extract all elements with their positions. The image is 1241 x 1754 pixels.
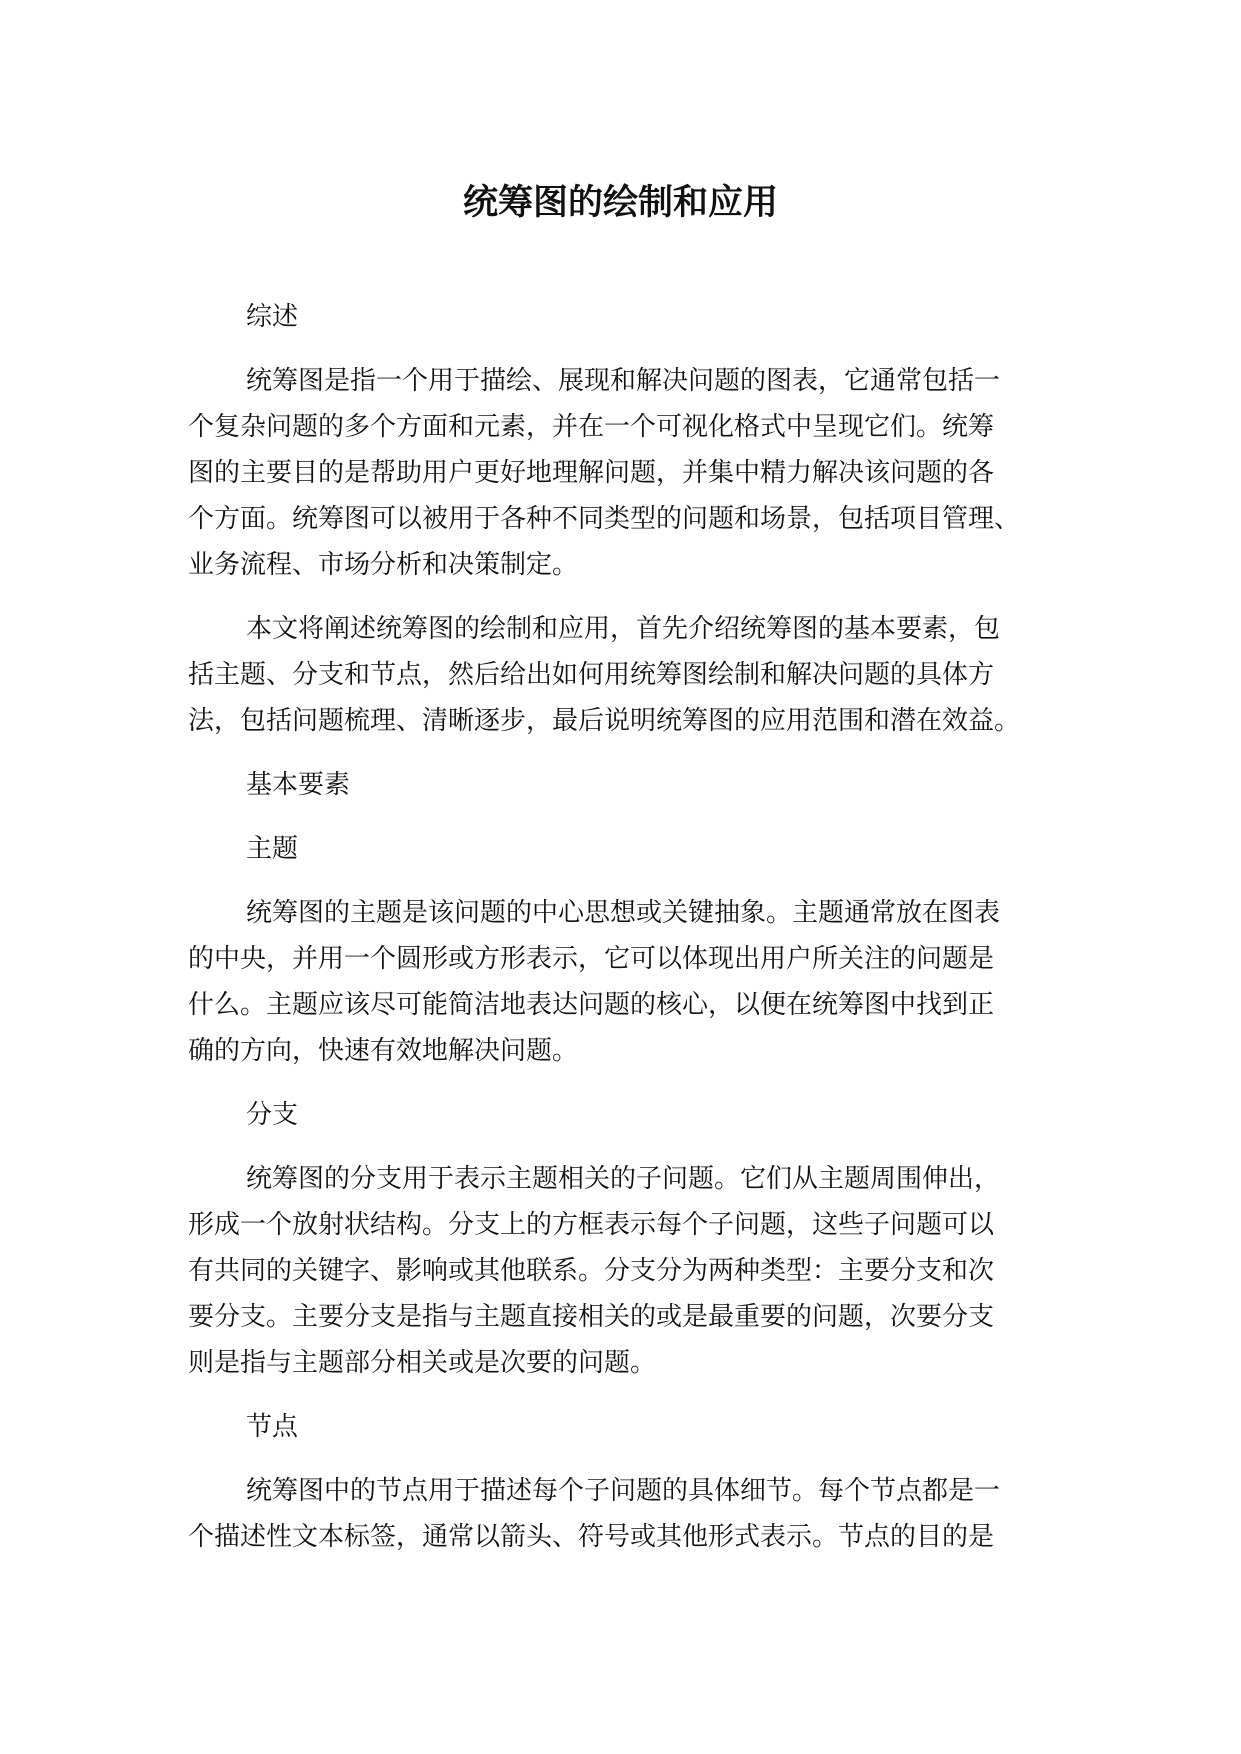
paragraph-line: 形成一个放射状结构。分支上的方框表示每个子问题，这些子问题可以 <box>188 1210 995 1240</box>
paragraph-line: 统筹图的主题是该问题的中心思想或关键抽象。主题通常放在图表 <box>246 898 1001 928</box>
subsection-heading-branches: 分支 <box>246 1100 299 1130</box>
subsection-heading-nodes: 节点 <box>246 1412 299 1442</box>
paragraph-line: 个方面。统筹图可以被用于各种不同类型的问题和场景，包括项目管理、 <box>188 504 1021 534</box>
spacer <box>188 1138 1068 1156</box>
paragraph-line: 统筹图是指一个用于描绘、展现和解决问题的图表，它通常包括一 <box>246 366 1001 396</box>
paragraph-line: 个复杂问题的多个方面和元素，并在一个可视化格式中呈现它们。统筹 <box>188 412 995 442</box>
spacer <box>188 808 1068 826</box>
section-heading-overview: 综述 <box>246 302 299 332</box>
paragraph-line: 有共同的关键字、影响或其他联系。分支分为两种类型：主要分支和次 <box>188 1256 995 1286</box>
spacer <box>188 1386 1068 1404</box>
paragraph-line: 要分支。主要分支是指与主题直接相关的或是最重要的问题，次要分支 <box>188 1302 995 1332</box>
section-heading-basic-elements: 基本要素 <box>246 770 351 800</box>
paragraph-line: 个描述性文本标签，通常以箭头、符号或其他形式表示。节点的目的是 <box>188 1522 995 1552</box>
paragraph-line: 则是指与主题部分相关或是次要的问题。 <box>188 1348 657 1378</box>
paragraph-line: 的中央，并用一个圆形或方形表示，它可以体现出用户所关注的问题是 <box>188 944 995 974</box>
subsection-heading-theme: 主题 <box>246 834 299 864</box>
paragraph-theme <box>188 890 1068 1074</box>
paragraph-nodes <box>188 1468 1068 1560</box>
spacer <box>188 588 1068 606</box>
document-body <box>188 294 1068 1560</box>
spacer <box>188 1450 1068 1468</box>
paragraph-branches <box>188 1156 1068 1386</box>
paragraph-overview-outline <box>188 606 1068 744</box>
paragraph-line: 业务流程、市场分析和决策制定。 <box>188 550 579 580</box>
paragraph-line: 括主题、分支和节点，然后给出如何用统筹图绘制和解决问题的具体方 <box>188 660 995 690</box>
spacer <box>188 1074 1068 1092</box>
paragraph-overview-definition <box>188 358 1068 588</box>
paragraph-line: 本文将阐述统筹图的绘制和应用，首先介绍统筹图的基本要素，包 <box>246 614 1001 644</box>
paragraph-line: 统筹图中的节点用于描述每个子问题的具体细节。每个节点都是一 <box>246 1476 1001 1506</box>
paragraph-line: 法，包括问题梳理、清晰逐步，最后说明统筹图的应用范围和潜在效益。 <box>188 706 1021 736</box>
spacer <box>188 744 1068 762</box>
paragraph-line: 图的主要目的是帮助用户更好地理解问题，并集中精力解决该问题的各 <box>188 458 995 488</box>
paragraph-line: 什么。主题应该尽可能简洁地表达问题的核心，以便在统筹图中找到正 <box>188 990 995 1020</box>
document-title: 统筹图的绘制和应用 <box>462 183 778 223</box>
paragraph-line: 统筹图的分支用于表示主题相关的子问题。它们从主题周围伸出， <box>246 1164 1001 1194</box>
paragraph-line: 确的方向，快速有效地解决问题。 <box>188 1036 579 1066</box>
spacer <box>188 872 1068 890</box>
spacer <box>188 340 1068 358</box>
